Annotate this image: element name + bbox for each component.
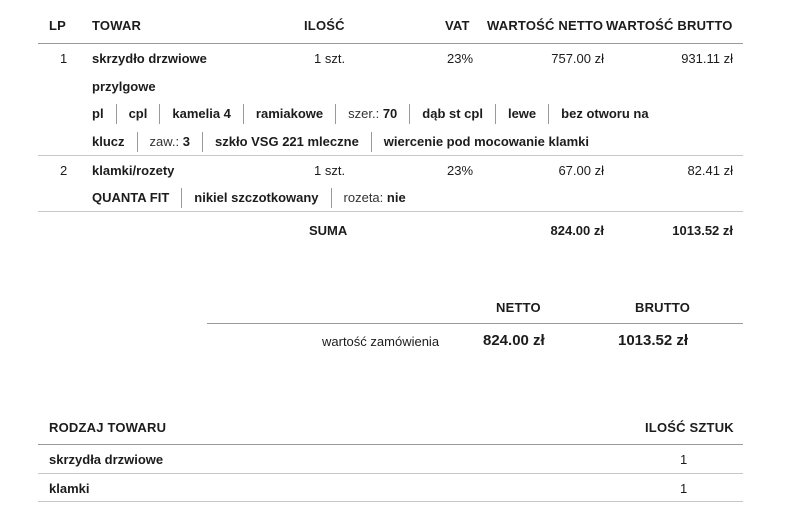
summary-type: skrzydła drzwiowe (49, 452, 164, 467)
product-attributes (92, 104, 661, 124)
col-header-brutto: WARTOŚĆ BRUTTO (606, 18, 733, 33)
row-brutto: 82.41 zł (687, 163, 733, 178)
col-header-ilosc: ILOŚĆ (304, 18, 345, 33)
order-value-brutto: 1013.52 zł (618, 332, 689, 349)
attribute-value: nie (386, 190, 406, 205)
product-name: skrzydło drzwiowe (92, 51, 207, 66)
attribute-tag (331, 188, 418, 208)
attribute-tag: pl (92, 106, 104, 121)
order-value-netto: 824.00 zł (483, 332, 545, 349)
attribute-value: 70 (382, 106, 398, 121)
attribute-tag: szkło VSG 221 mleczne (202, 132, 371, 152)
attribute-tag: bez otworu na (548, 104, 660, 124)
summary-qty: 1 (680, 452, 688, 467)
totals-divider (207, 323, 743, 324)
attribute-value: 3 (182, 134, 190, 149)
row-qty: 1 szt. (314, 163, 346, 178)
attribute-tag: lewe (495, 104, 548, 124)
row-qty: 1 szt. (314, 51, 346, 66)
attribute-tag: wiercenie pod mocowanie klamki (371, 132, 601, 152)
attribute-tag: nikiel szczotkowany (181, 188, 330, 208)
summary-header-type: RODZAJ TOWARU (49, 420, 167, 435)
attribute-tag: kamelia 4 (159, 104, 243, 124)
row-divider (38, 501, 743, 502)
summary-header-divider (38, 444, 743, 445)
attribute-tag (335, 104, 409, 124)
row-divider (38, 473, 743, 474)
row-vat: 23% (447, 163, 474, 178)
row-brutto: 931.11 zł (681, 51, 733, 66)
row-divider (38, 211, 743, 212)
row-netto: 67.00 zł (558, 163, 604, 178)
sum-brutto: 1013.52 zł (672, 223, 733, 238)
row-netto: 757.00 zł (551, 51, 604, 66)
row-divider (38, 155, 743, 156)
col-header-lp: LP (49, 18, 67, 33)
summary-header-qty: ILOŚĆ SZTUK (645, 420, 734, 435)
col-header-netto: WARTOŚĆ NETTO (487, 18, 604, 33)
attribute-tag (137, 132, 202, 152)
row-vat: 23% (447, 51, 474, 66)
attribute-key: rozeta: (343, 190, 384, 205)
attribute-tag: QUANTA FIT (92, 190, 170, 205)
attribute-key: szer.: (348, 106, 380, 121)
attribute-tag: ramiakowe (243, 104, 335, 124)
attribute-tag: klucz (92, 134, 125, 149)
sum-netto: 824.00 zł (550, 223, 604, 238)
totals-netto-header: NETTO (496, 300, 541, 315)
summary-qty: 1 (680, 481, 688, 496)
product-name-cont: przylgowe (92, 79, 156, 94)
attribute-tag: dąb st cpl (409, 104, 495, 124)
product-attributes (92, 132, 601, 152)
row-lp: 1 (60, 51, 68, 66)
summary-type: klamki (49, 481, 90, 496)
attribute-tag: cpl (116, 104, 160, 124)
col-header-vat: VAT (445, 18, 470, 33)
sum-label: SUMA (309, 223, 348, 238)
attribute-key: zaw.: (149, 134, 180, 149)
order-value-label: wartość zamówienia (322, 334, 440, 349)
totals-brutto-header: BRUTTO (635, 300, 691, 315)
product-name: klamki/rozety (92, 163, 175, 178)
col-header-towar: TOWAR (92, 18, 142, 33)
header-divider (38, 43, 743, 44)
row-lp: 2 (60, 163, 68, 178)
product-attributes (92, 188, 418, 208)
